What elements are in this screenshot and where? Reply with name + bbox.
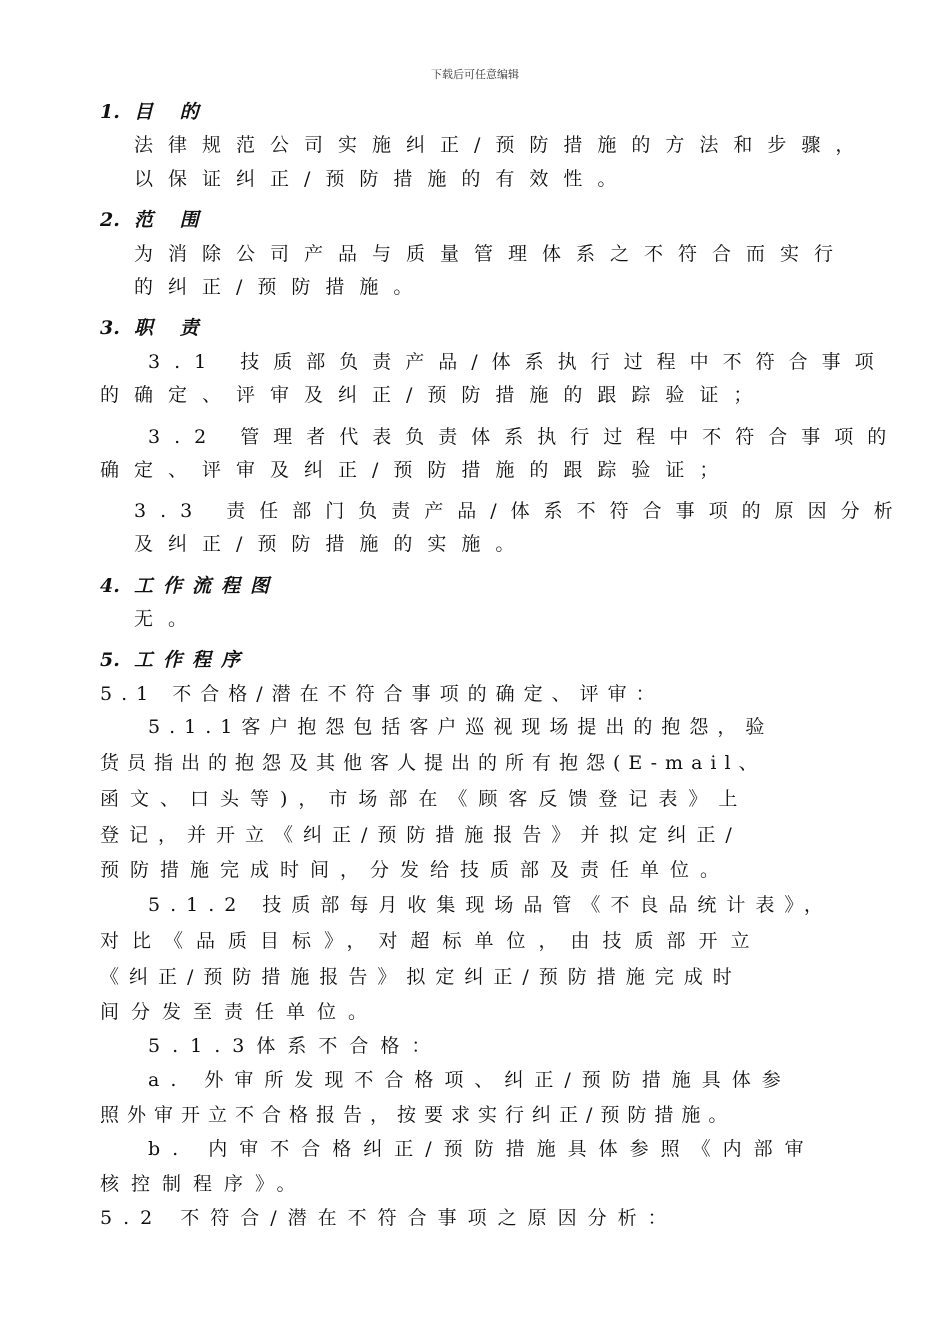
section-title: 范 围	[134, 209, 209, 231]
body-line: 货员指出的抱怨及其他客人提出的所有抱怨(E-mail、	[100, 752, 766, 774]
section-4-heading	[100, 574, 279, 598]
body-line: a. 外审所发现不合格项、纠正/预防措施具体参	[148, 1069, 792, 1091]
body-line: 法律规范公司实施纠正/预防措施的方法和步骤，	[134, 134, 870, 156]
section-number: 4.	[100, 575, 120, 597]
body-line: 照外审开立不合格报告，按要求实行纠正/预防措施。	[100, 1104, 736, 1126]
body-line: 登记，并开立《纠正/预防措施报告》并拟定纠正/	[100, 824, 742, 846]
body-line: 的确定、评审及纠正/预防措施的跟踪验证；	[100, 384, 768, 406]
body-line: 3.2 管理者代表负责体系执行过程中不符合事项的	[148, 426, 901, 448]
body-line: 的纠正/预防措施。	[134, 276, 428, 298]
section-1-heading	[100, 100, 209, 124]
section-title: 目 的	[134, 101, 209, 123]
body-line: 3.3 责任部门负责产品/体系不符合事项的原因分析	[134, 500, 907, 522]
section-3-heading	[100, 316, 209, 340]
body-line: 函文、口头等)，市场部在《顾客反馈登记表》上	[100, 788, 749, 810]
body-line: 间分发至责任单位。	[100, 1001, 380, 1023]
body-line: 5.1.1客户抱怨包括客户巡视现场提出的抱怨，验	[148, 716, 774, 738]
section-number: 5.	[100, 649, 120, 671]
body-line: 对比《品质目标》，对超标单位，由技质部开立	[100, 930, 763, 952]
section-number: 3.	[100, 317, 120, 339]
body-line: 5.1.2 技质部每月收集现场品管《不良品统计表》，	[148, 894, 833, 916]
body-line: 确定、评审及纠正/预防措施的跟踪验证；	[100, 459, 734, 481]
body-line: 无。	[134, 608, 203, 630]
body-line: b. 内审不合格纠正/预防措施具体参照《内部审	[148, 1138, 816, 1160]
body-line: 预防措施完成时间，分发给技质部及责任单位。	[100, 859, 731, 881]
subsection-heading: 5.2 不符合/潜在不符合事项之原因分析：	[100, 1207, 678, 1229]
subsection-heading: 5.1 不合格/潜在不符合事项的确定、评审：	[100, 683, 664, 705]
body-line: 为消除公司产品与质量管理体系之不符合而实行	[134, 243, 849, 265]
section-5-heading	[100, 648, 250, 672]
body-line: 核控制程序》。	[100, 1173, 308, 1195]
body-line: 及纠正/预防措施的实施。	[134, 533, 530, 555]
page-header: 下载后可任意编辑	[431, 68, 519, 81]
section-title: 职 责	[134, 317, 209, 339]
section-title: 工作程序	[134, 649, 251, 671]
subsection-heading: 5.1.3体系不合格：	[148, 1035, 443, 1057]
section-number: 1.	[100, 101, 120, 123]
section-number: 2.	[100, 209, 120, 231]
section-title: 工作流程图	[134, 575, 280, 597]
body-line: 3.1 技质部负责产品/体系执行过程中不符合事项	[148, 351, 888, 373]
body-line: 《纠正/预防措施报告》拟定纠正/预防措施完成时	[100, 966, 742, 988]
section-2-heading	[100, 208, 209, 232]
body-line: 以保证纠正/预防措施的有效性。	[134, 168, 632, 190]
